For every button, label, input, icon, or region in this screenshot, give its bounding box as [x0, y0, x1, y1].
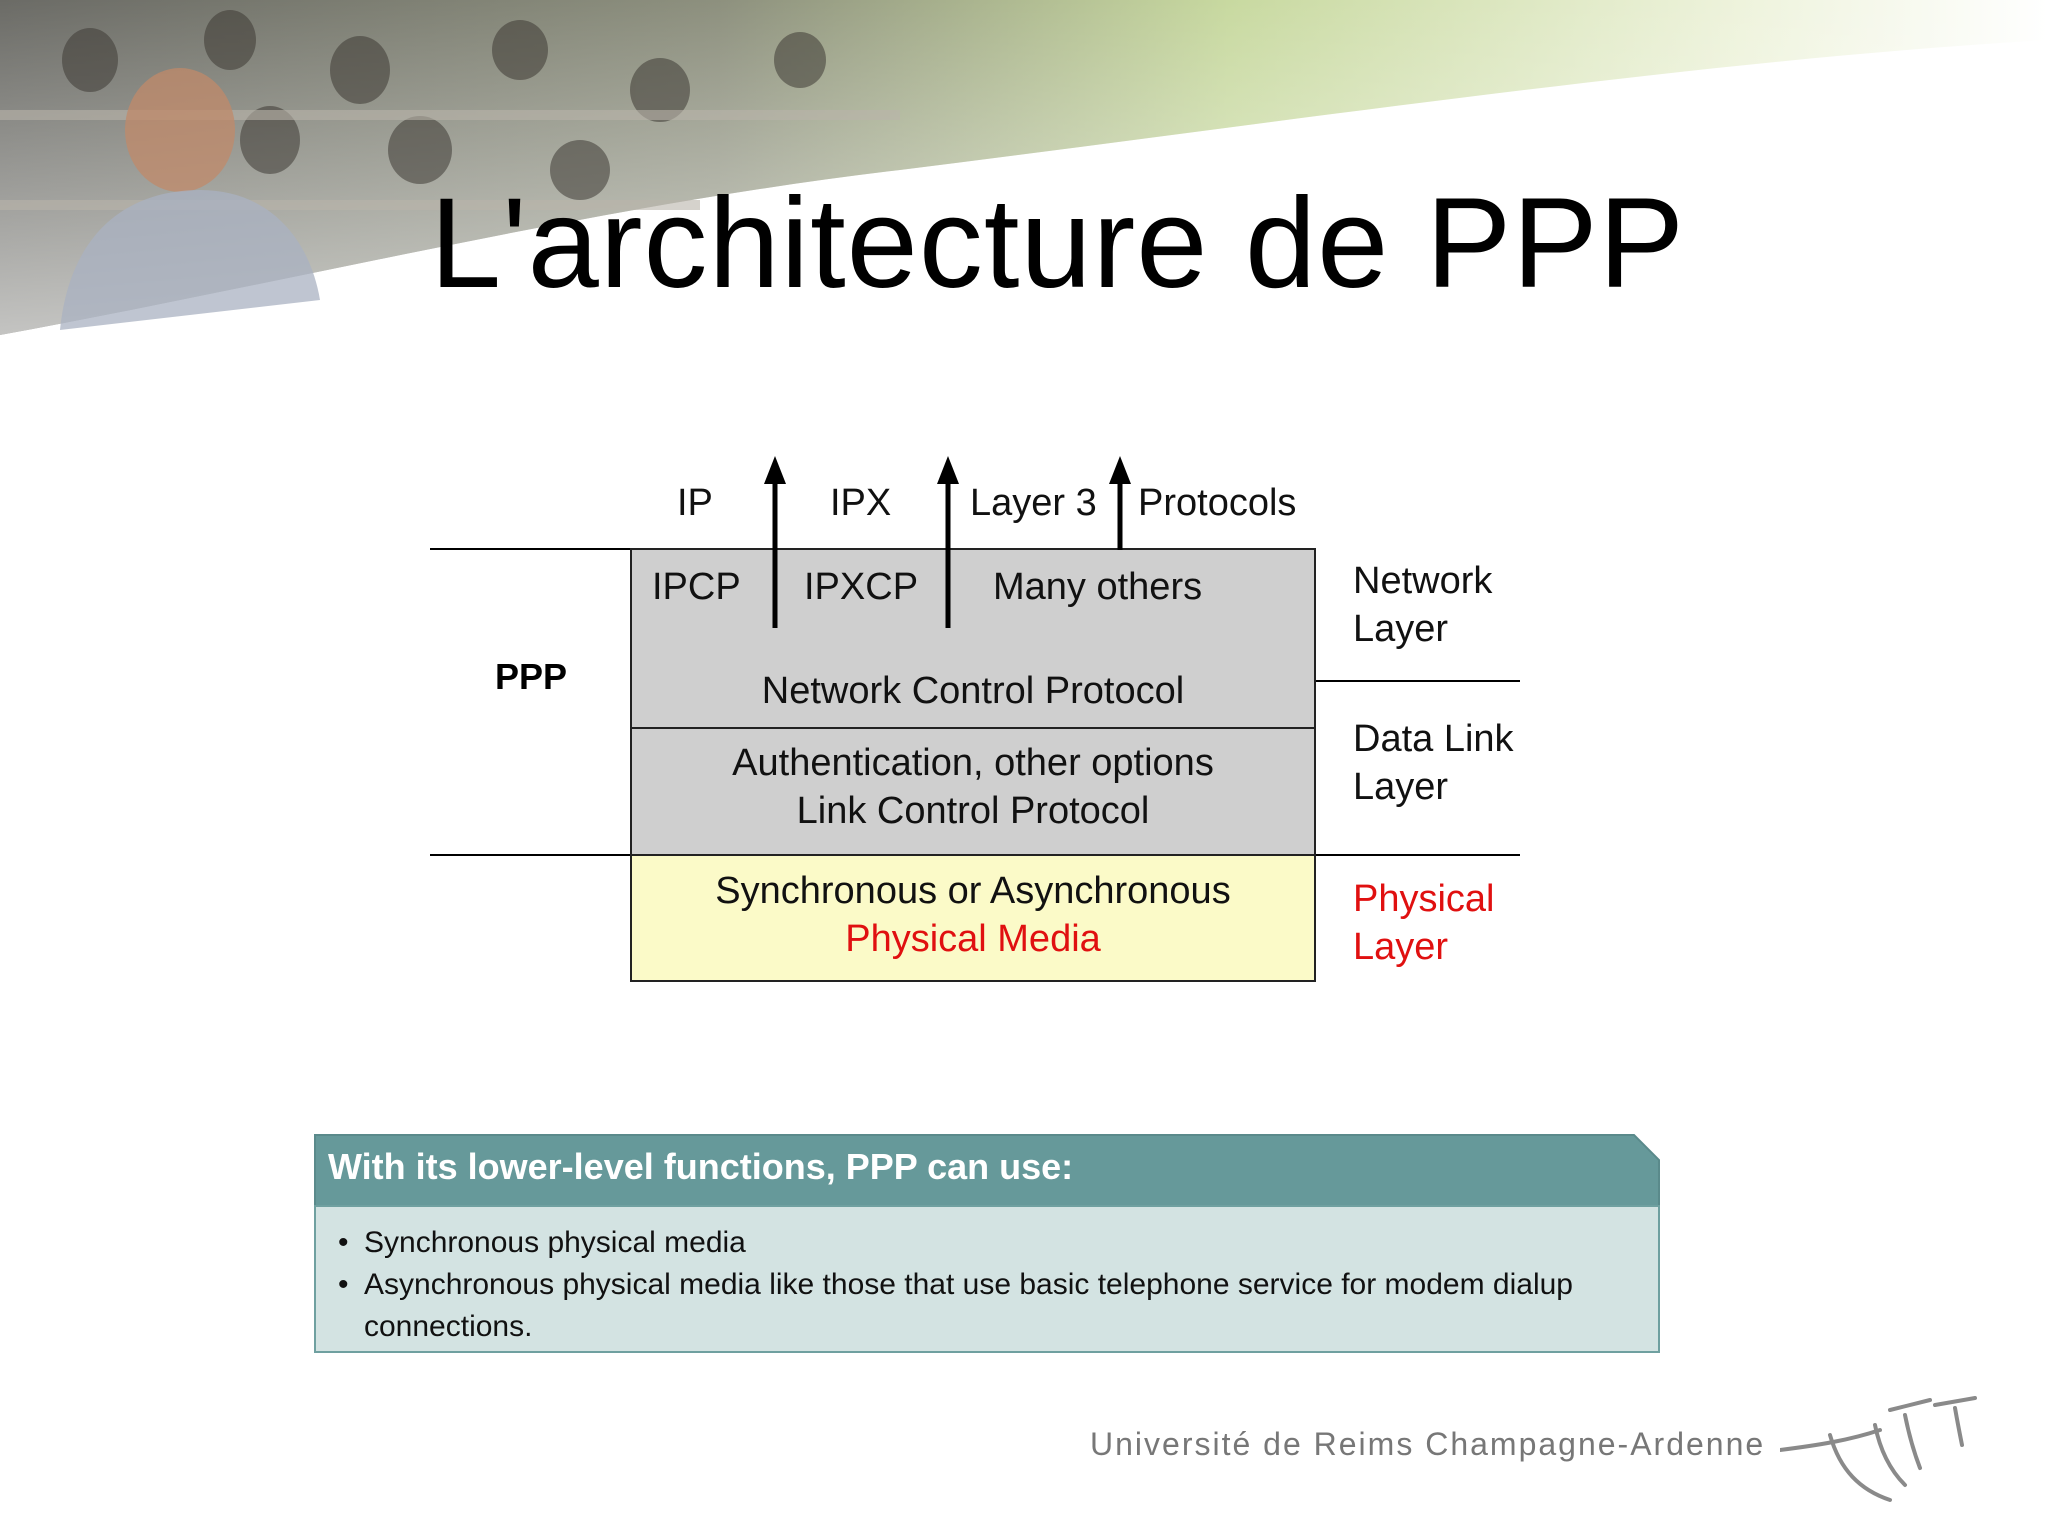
layer-physical-line2: Layer — [1353, 926, 1449, 968]
slide-title: L'architecture de PPP — [430, 172, 1685, 315]
physical-line2: Physical Media — [845, 918, 1101, 960]
university-logo-icon — [1780, 1390, 2000, 1510]
university-name: Université de Reims Champagne-Ardenne — [1090, 1426, 1766, 1462]
layer-physical-line1: Physical — [1353, 878, 1495, 920]
rule-bottom-left — [430, 854, 630, 856]
label-ip: IP — [677, 482, 713, 524]
label-protocols: Protocols — [1138, 482, 1297, 524]
arrow-ipxcp-head — [937, 456, 959, 484]
ppp-label: PPP — [495, 656, 568, 697]
rule-network-datalink — [1315, 680, 1520, 682]
layer-network-line1: Network — [1353, 560, 1493, 602]
physical-line1: Synchronous or Asynchronous — [715, 870, 1231, 912]
callout-bullet-list — [338, 1222, 1594, 1348]
ncp-label: Network Control Protocol — [761, 670, 1185, 712]
layer-network-line2: Layer — [1353, 608, 1449, 650]
layer-datalink-line1: Data Link — [1353, 718, 1514, 760]
info-callout — [314, 1134, 1660, 1354]
lcp-line1: Authentication, other options — [732, 742, 1214, 784]
label-ipx: IPX — [830, 482, 892, 524]
layer-datalink-line2: Layer — [1353, 766, 1449, 808]
arrow-others-head — [1109, 456, 1131, 484]
rule-top-left — [430, 548, 630, 550]
rule-bottom-right — [1315, 854, 1520, 856]
bullet-item: • Asynchronous physical media like those that use basic telephone service for modem dialup connections. — [338, 1268, 1573, 1343]
label-layer3: Layer 3 — [970, 482, 1097, 524]
arrow-ipcp-head — [764, 456, 786, 484]
ncp-item-ipxcp: IPXCP — [804, 566, 919, 608]
lcp-line2: Link Control Protocol — [796, 790, 1150, 832]
ncp-item-ipcp: IPCP — [652, 566, 741, 608]
callout-heading: With its lower-level functions, PPP can use: — [328, 1146, 1074, 1187]
ncp-item-many-others: Many others — [993, 566, 1203, 608]
bullet-item: • Synchronous physical media — [338, 1226, 746, 1259]
